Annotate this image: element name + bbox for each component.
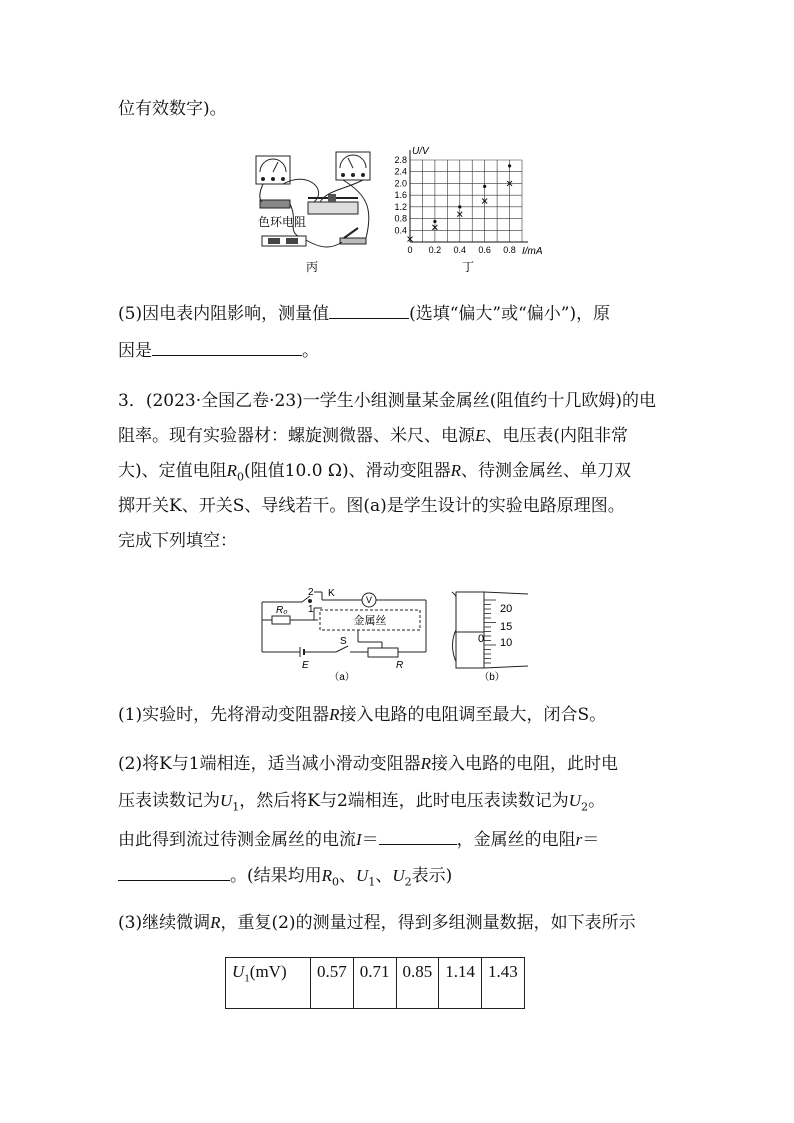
data-point-dot [508,164,511,167]
text: 大)、定值电阻 [118,461,227,481]
subscript: 1 [368,875,376,889]
metal-wire-label: 金属丝 [353,615,387,627]
text: 表示) [411,866,453,886]
subquestion-2 [118,789,605,819]
subscript: 0 [237,470,245,484]
text: 接入电路的电阻调至最大，闭合S。 [339,705,607,725]
x-tick-label: 0.2 [428,245,442,255]
r0-label: R₀ [276,605,288,616]
scale-label: 10 [500,637,513,649]
symbol: I [356,830,362,849]
symbol: R [321,866,333,885]
switch-icon [340,228,366,244]
text: 、 [339,866,357,886]
text: 。 [302,341,319,361]
symbol: R [450,461,462,480]
text: ＝ [361,830,379,850]
figure-caption: 丁 [461,260,475,274]
x-tick-label: 0.6 [478,245,491,255]
y-tick-label: 2.0 [394,178,407,189]
battery-icon [262,236,306,246]
text: 压表读数记为 [118,791,220,811]
text-line: 位有效数字)。 [118,99,227,119]
y-tick-label: 1.2 [394,201,407,212]
terminal-label: 2 [308,587,314,598]
text: (1)实验时，先将滑动变阻器 [118,705,330,725]
text: 阻率。现有实验器材：螺旋测微器、米尺、电源 [118,426,475,446]
y-tick-label: 0.8 [394,213,407,224]
ui-chart [386,146,556,276]
text: ，金属丝的电阻 [456,830,576,850]
y-tick-label: 2.8 [394,155,407,165]
rheostat-icon [308,194,358,214]
text: 、待测金属丝、单刀双 [461,461,632,481]
subscript: 2 [404,875,412,889]
answer-blank[interactable] [379,826,457,845]
text: (阻值10.0 Ω)、滑动变阻器 [244,461,451,481]
scale-label: 15 [500,621,513,633]
data-point-dot [458,205,461,208]
figure-caption: （b） [479,672,505,682]
y-tick-label: 1.6 [394,190,407,201]
subquestion-2 [118,862,452,894]
text: ，然后将K与2端相连，此时电压表读数记为 [239,791,569,811]
x-axis-label: I/mA [522,246,543,257]
answer-blank[interactable] [118,862,230,881]
text: (选填“偏大”或“偏小”)，原 [409,304,611,324]
y-tick-label: 0.4 [394,225,407,236]
rheostat-label: R [396,660,404,671]
figure-caption: 丙 [305,260,319,274]
subquestion-2 [118,752,618,776]
text: 。(结果均用 [230,866,322,886]
table-cell: 1.14 [439,958,482,1009]
problem-3: 掷开关K、开关S、导线若干。图(a)是学生设计的实验电路原理图。 [118,496,625,516]
y-axis-label: U/V [412,146,429,157]
terminal-label: 1 [308,604,314,615]
resistor-icon [260,200,290,208]
micrometer-diagram [448,588,540,682]
table-cell: 1.43 [482,958,525,1009]
symbol: U [392,866,405,885]
text: 由此得到流过待测金属丝的电流 [118,830,356,850]
table-row [226,958,525,1009]
subscript: 1 [232,800,240,814]
text: (3)继续微调 [118,913,211,933]
text: 、 [375,866,393,886]
symbol: E [475,426,486,445]
subquestion-2 [118,826,599,852]
text: (5)因电表内阻影响，测量值 [118,304,330,324]
table-cell: 0.85 [396,958,439,1009]
problem-3 [118,459,631,489]
color-resistor-label: 色环电阻 [258,215,307,229]
subquestion-3 [118,911,636,935]
text: ，重复(2)的测量过程，得到多组测量数据，如下表所示 [220,913,636,933]
voltmeter-icon [256,156,290,184]
subscript: 2 [581,800,589,814]
table-header-cell: $U_1(mV)$ [226,958,311,1009]
x-tick-label: 0 [407,245,413,255]
problem-3: 完成下列填空： [118,531,237,551]
table-cell: 0.71 [353,958,396,1009]
text: ＝ [582,830,600,850]
text: 、电压表(内阻非常 [485,426,629,446]
scale-label: 20 [500,603,513,615]
voltmeter-label: V [365,595,373,605]
chart-grid [410,150,528,242]
symbol: U [568,791,582,810]
symbol: R [420,754,431,773]
scale-label: 0 [478,633,485,645]
text: 因是 [118,341,152,361]
symbol: r [575,830,583,849]
subscript: 0 [332,875,340,889]
apparatus-figure [248,150,378,275]
ammeter-icon [336,152,370,180]
answer-blank[interactable] [152,337,302,356]
switch-s-label: S [340,636,347,647]
problem-3: 3．(2023·全国乙卷·23)一学生小组测量某金属丝(阻值约十几欧姆)的电 [118,391,657,411]
text: (2)将K与1端相连，适当减小滑动变阻器 [118,754,421,774]
symbol: R [329,705,340,724]
question-5-cont [118,337,319,363]
symbol: U [356,866,369,885]
switch-k-label: K [328,588,335,599]
symbol: R [210,913,221,932]
symbol: R [226,461,238,480]
subquestion-1 [118,703,606,727]
data-point-dot [433,220,436,223]
text: 。 [588,791,606,811]
table-cell: 0.57 [311,958,354,1009]
x-tick-label: 0.8 [503,245,516,255]
circuit-diagram [258,584,438,682]
y-tick-label: 2.4 [394,166,407,177]
figure-caption: （a） [329,672,355,682]
text: 接入电路的电阻，此时电 [431,754,618,774]
question-5 [118,300,610,326]
data-point-dot [483,185,486,188]
answer-blank[interactable] [329,300,409,319]
symbol: U [220,791,233,810]
problem-3 [118,424,628,448]
data-table [225,957,525,1009]
battery-label: E [302,660,309,671]
x-tick-label: 0.4 [453,245,467,255]
